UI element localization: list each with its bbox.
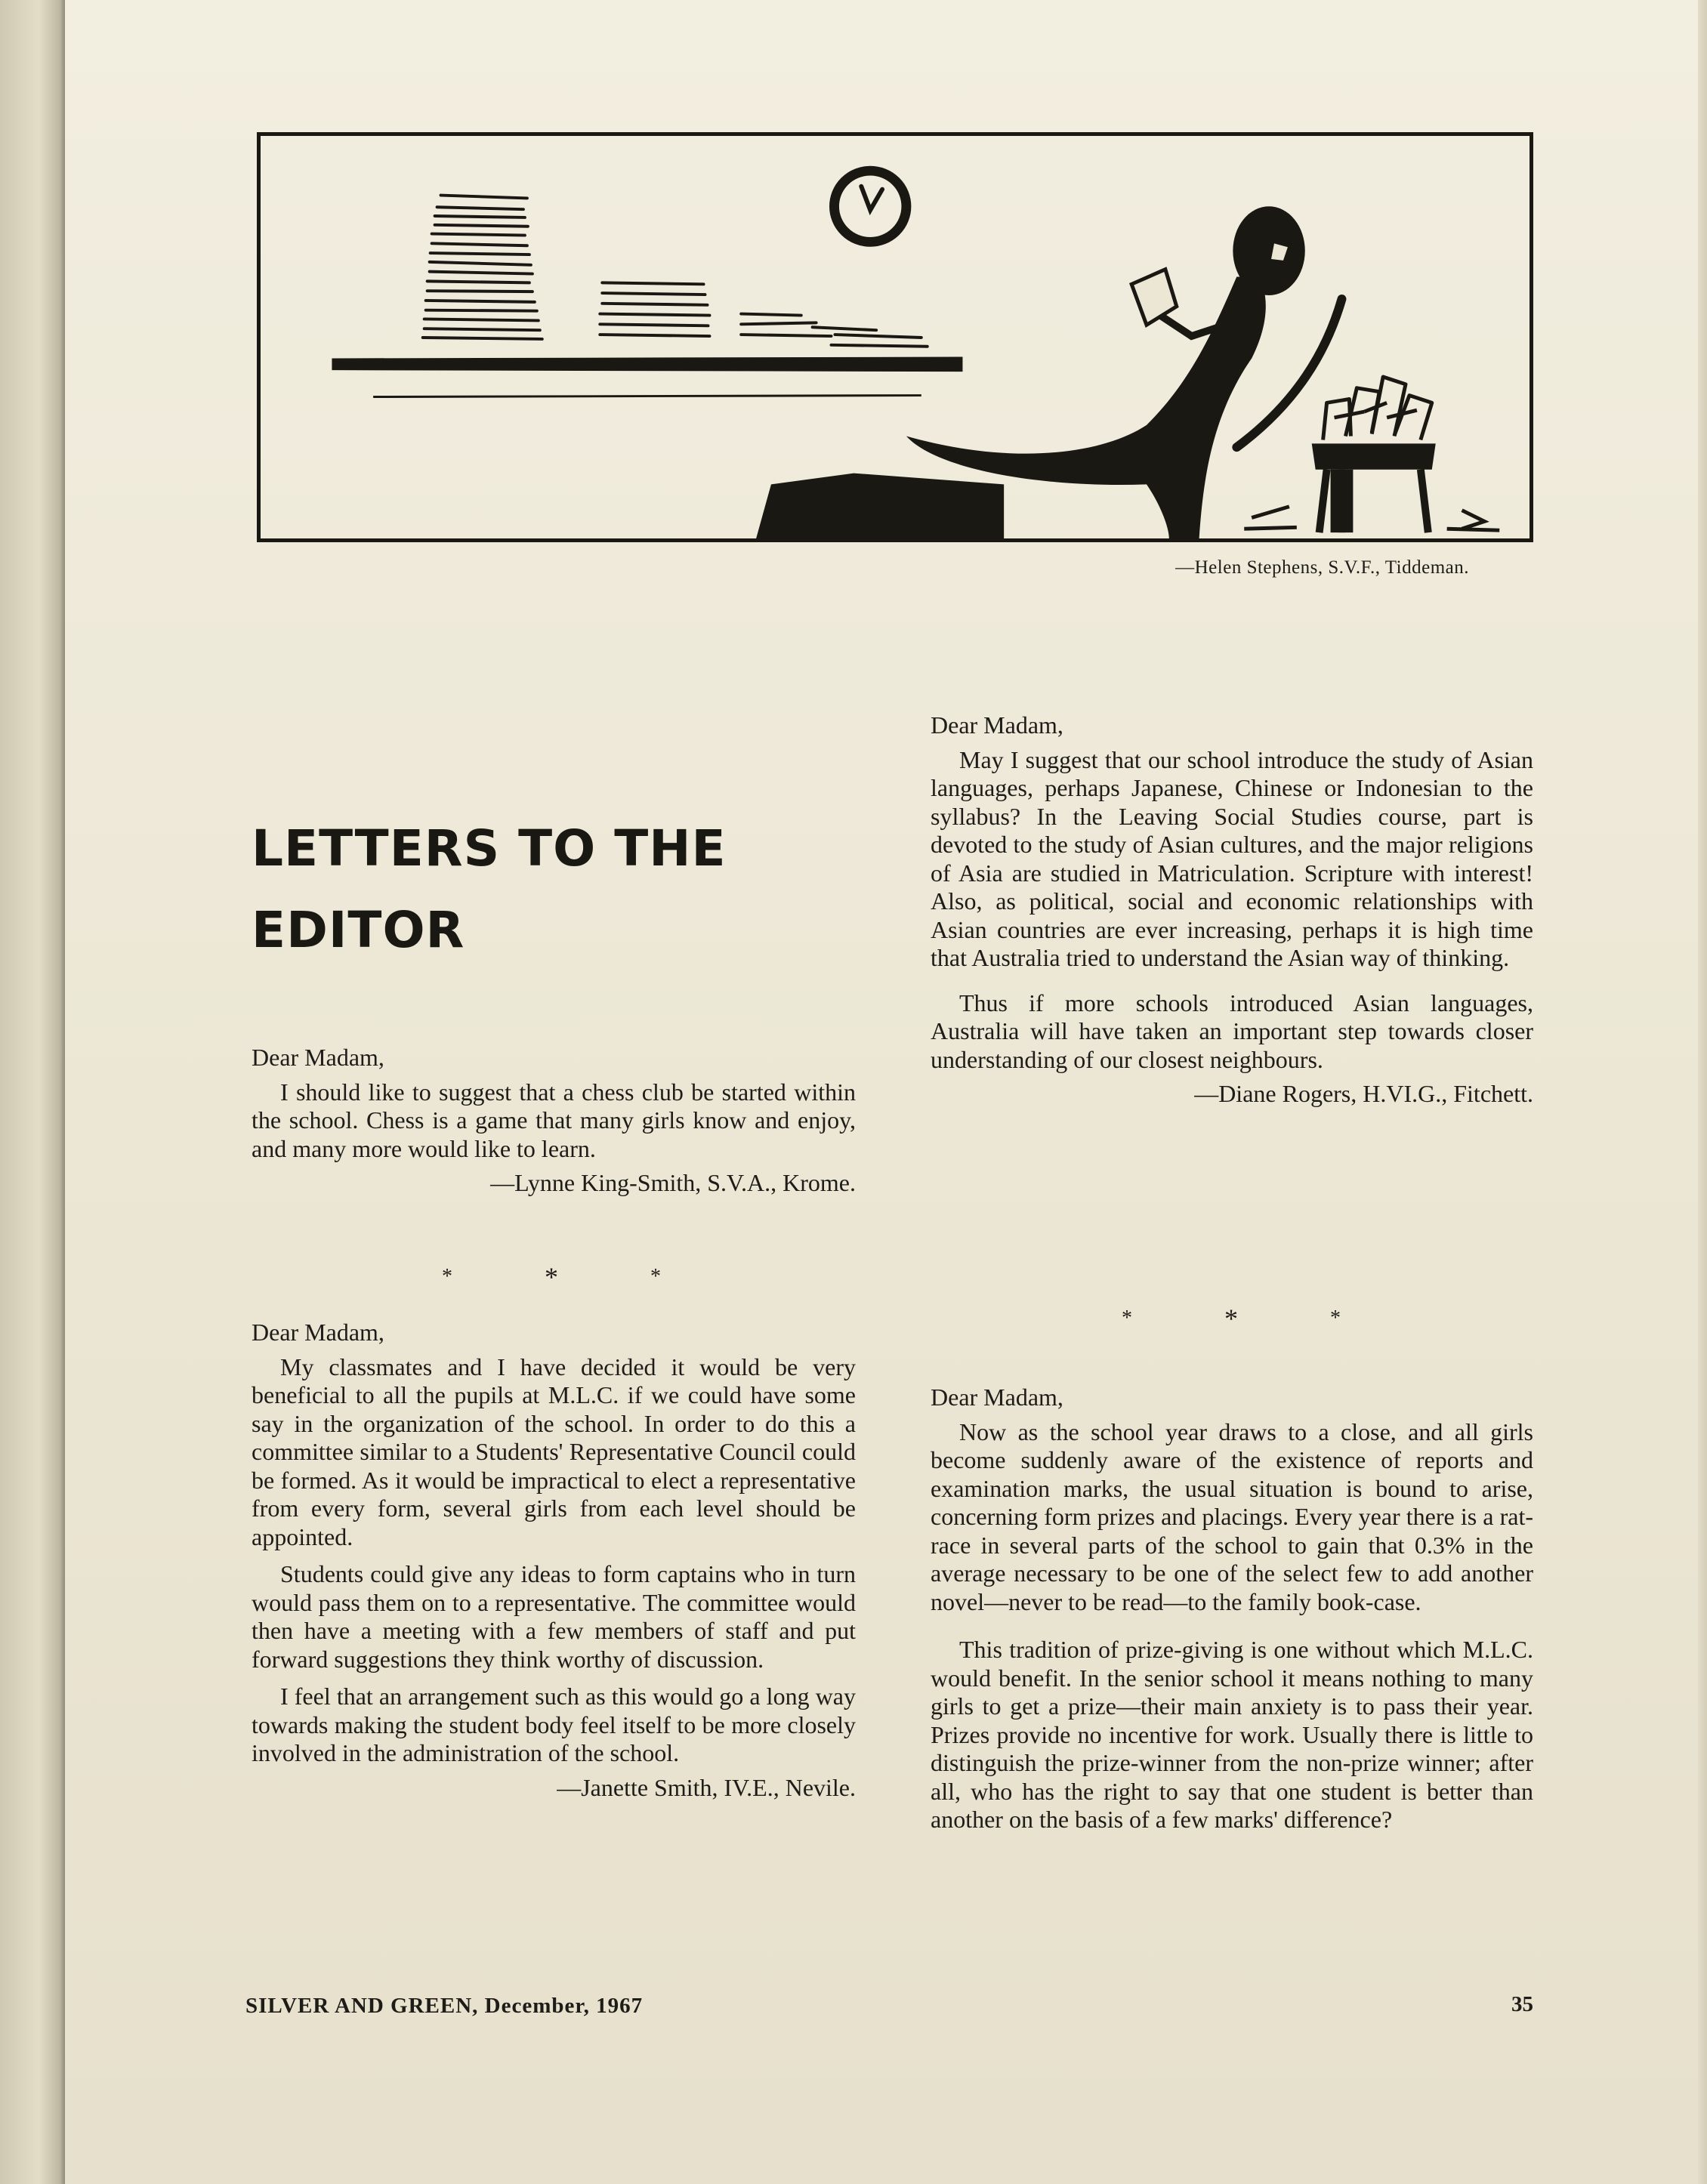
page-number: 35 <box>1511 1992 1533 2016</box>
separator-star: * <box>650 1265 661 1288</box>
section-separator <box>1122 1303 1341 1334</box>
letter-prize-giving <box>931 1384 1533 1834</box>
letter-paragraph: Thus if more schools introduced Asian languages, Australia will have taken an important step towards closer understanding of our closest neighbours. <box>931 989 1533 1073</box>
section-separator <box>442 1261 661 1293</box>
letter-students-council <box>252 1319 856 1802</box>
letter-paragraph: I should like to suggest that a chess club be started within the school. Chess is a game that many girls know and enjoy, and many more would like to learn. <box>252 1078 856 1162</box>
letter-chess-club <box>252 1044 856 1198</box>
separator-star: * <box>442 1265 452 1288</box>
title-line-2: EDITOR <box>252 901 465 959</box>
publication-footer: SILVER AND GREEN, December, 1967 <box>245 1994 644 2018</box>
letter-paragraph: May I suggest that our school introduce the study of Asian languages, perhaps Japanese, Chinese or Indonesian to the syllabus? In the Leaving Social Studies course, part is devoted to the study of Asian cultures, and the major religions of Asia are studied in Matriculation. Scripture with interest! Also, as political, social and economic relationships with Asian countries are ever increasing, perhaps it is high time that Australia tried to understand the Asian way of thinking. <box>931 745 1533 971</box>
letter-signature: —Lynne King-Smith, S.V.A., Krome. <box>490 1169 856 1196</box>
letter-salutation: Dear Madam, <box>252 1044 384 1071</box>
book-binding <box>0 0 65 2184</box>
letter-salutation: Dear Madam, <box>931 1384 1063 1411</box>
letter-paragraph: Students could give any ideas to form captains who in turn would pass them on to a representative. The committee would then have a meeting with a few members of staff and put forward suggestions they think worthy of discussion. <box>252 1560 856 1673</box>
letter-salutation: Dear Madam, <box>252 1319 384 1346</box>
page-edge <box>1698 0 1707 2184</box>
letter-paragraph: My classmates and I have decided it would be very beneficial to all the pupils at M.L.C. if we could have some say in the organization of the school. In order to do this a committee similar to a Students' Representative Council could be formed. As it would be impractical to elect a representative from every form, several girls from each level should be appointed. <box>252 1353 856 1550</box>
page-title <box>252 808 826 971</box>
cartoon-illustration <box>257 132 1533 542</box>
title-line-1: LETTERS TO THE <box>252 819 727 878</box>
separator-star: * <box>1224 1303 1238 1334</box>
separator-star: * <box>1122 1306 1132 1330</box>
letter-salutation: Dear Madam, <box>931 711 1063 739</box>
letter-paragraph: I feel that an arrangement such as this would go a long way towards making the student body feel itself to be more closely involved in the administration of the school. <box>252 1683 856 1766</box>
letter-signature: —Janette Smith, IV.E., Nevile. <box>557 1773 856 1801</box>
cartoon-drawing <box>261 136 1530 538</box>
separator-star: * <box>1330 1306 1341 1330</box>
illustration-credit: —Helen Stephens, S.V.F., Tiddeman. <box>1175 557 1469 578</box>
letter-asian-languages <box>931 711 1533 1109</box>
letter-paragraph: This tradition of prize-giving is one without which M.L.C. would benefit. In the senior school it means nothing to many girls to get a prize—their main anxiety is to pass their year. Prizes provide no incentive for work. Usually there is little to distinguish the prize-winner from the non-prize winner; after all, who has the right to say that one student is better than another on the basis of a few marks' difference? <box>931 1636 1533 1833</box>
separator-star: * <box>545 1262 558 1292</box>
letter-signature: —Diane Rogers, H.VI.G., Fitchett. <box>1194 1080 1533 1107</box>
letter-paragraph: Now as the school year draws to a close, and all girls become suddenly aware of the existence of reports and examination marks, the usual situation is bound to arise, concerning form prizes and placings. Every year there is a rat-race in several parts of the school to gain that 0.3% in the average necessary to be one of the select few to add another novel—never to be read—to the family book-case. <box>931 1417 1533 1615</box>
